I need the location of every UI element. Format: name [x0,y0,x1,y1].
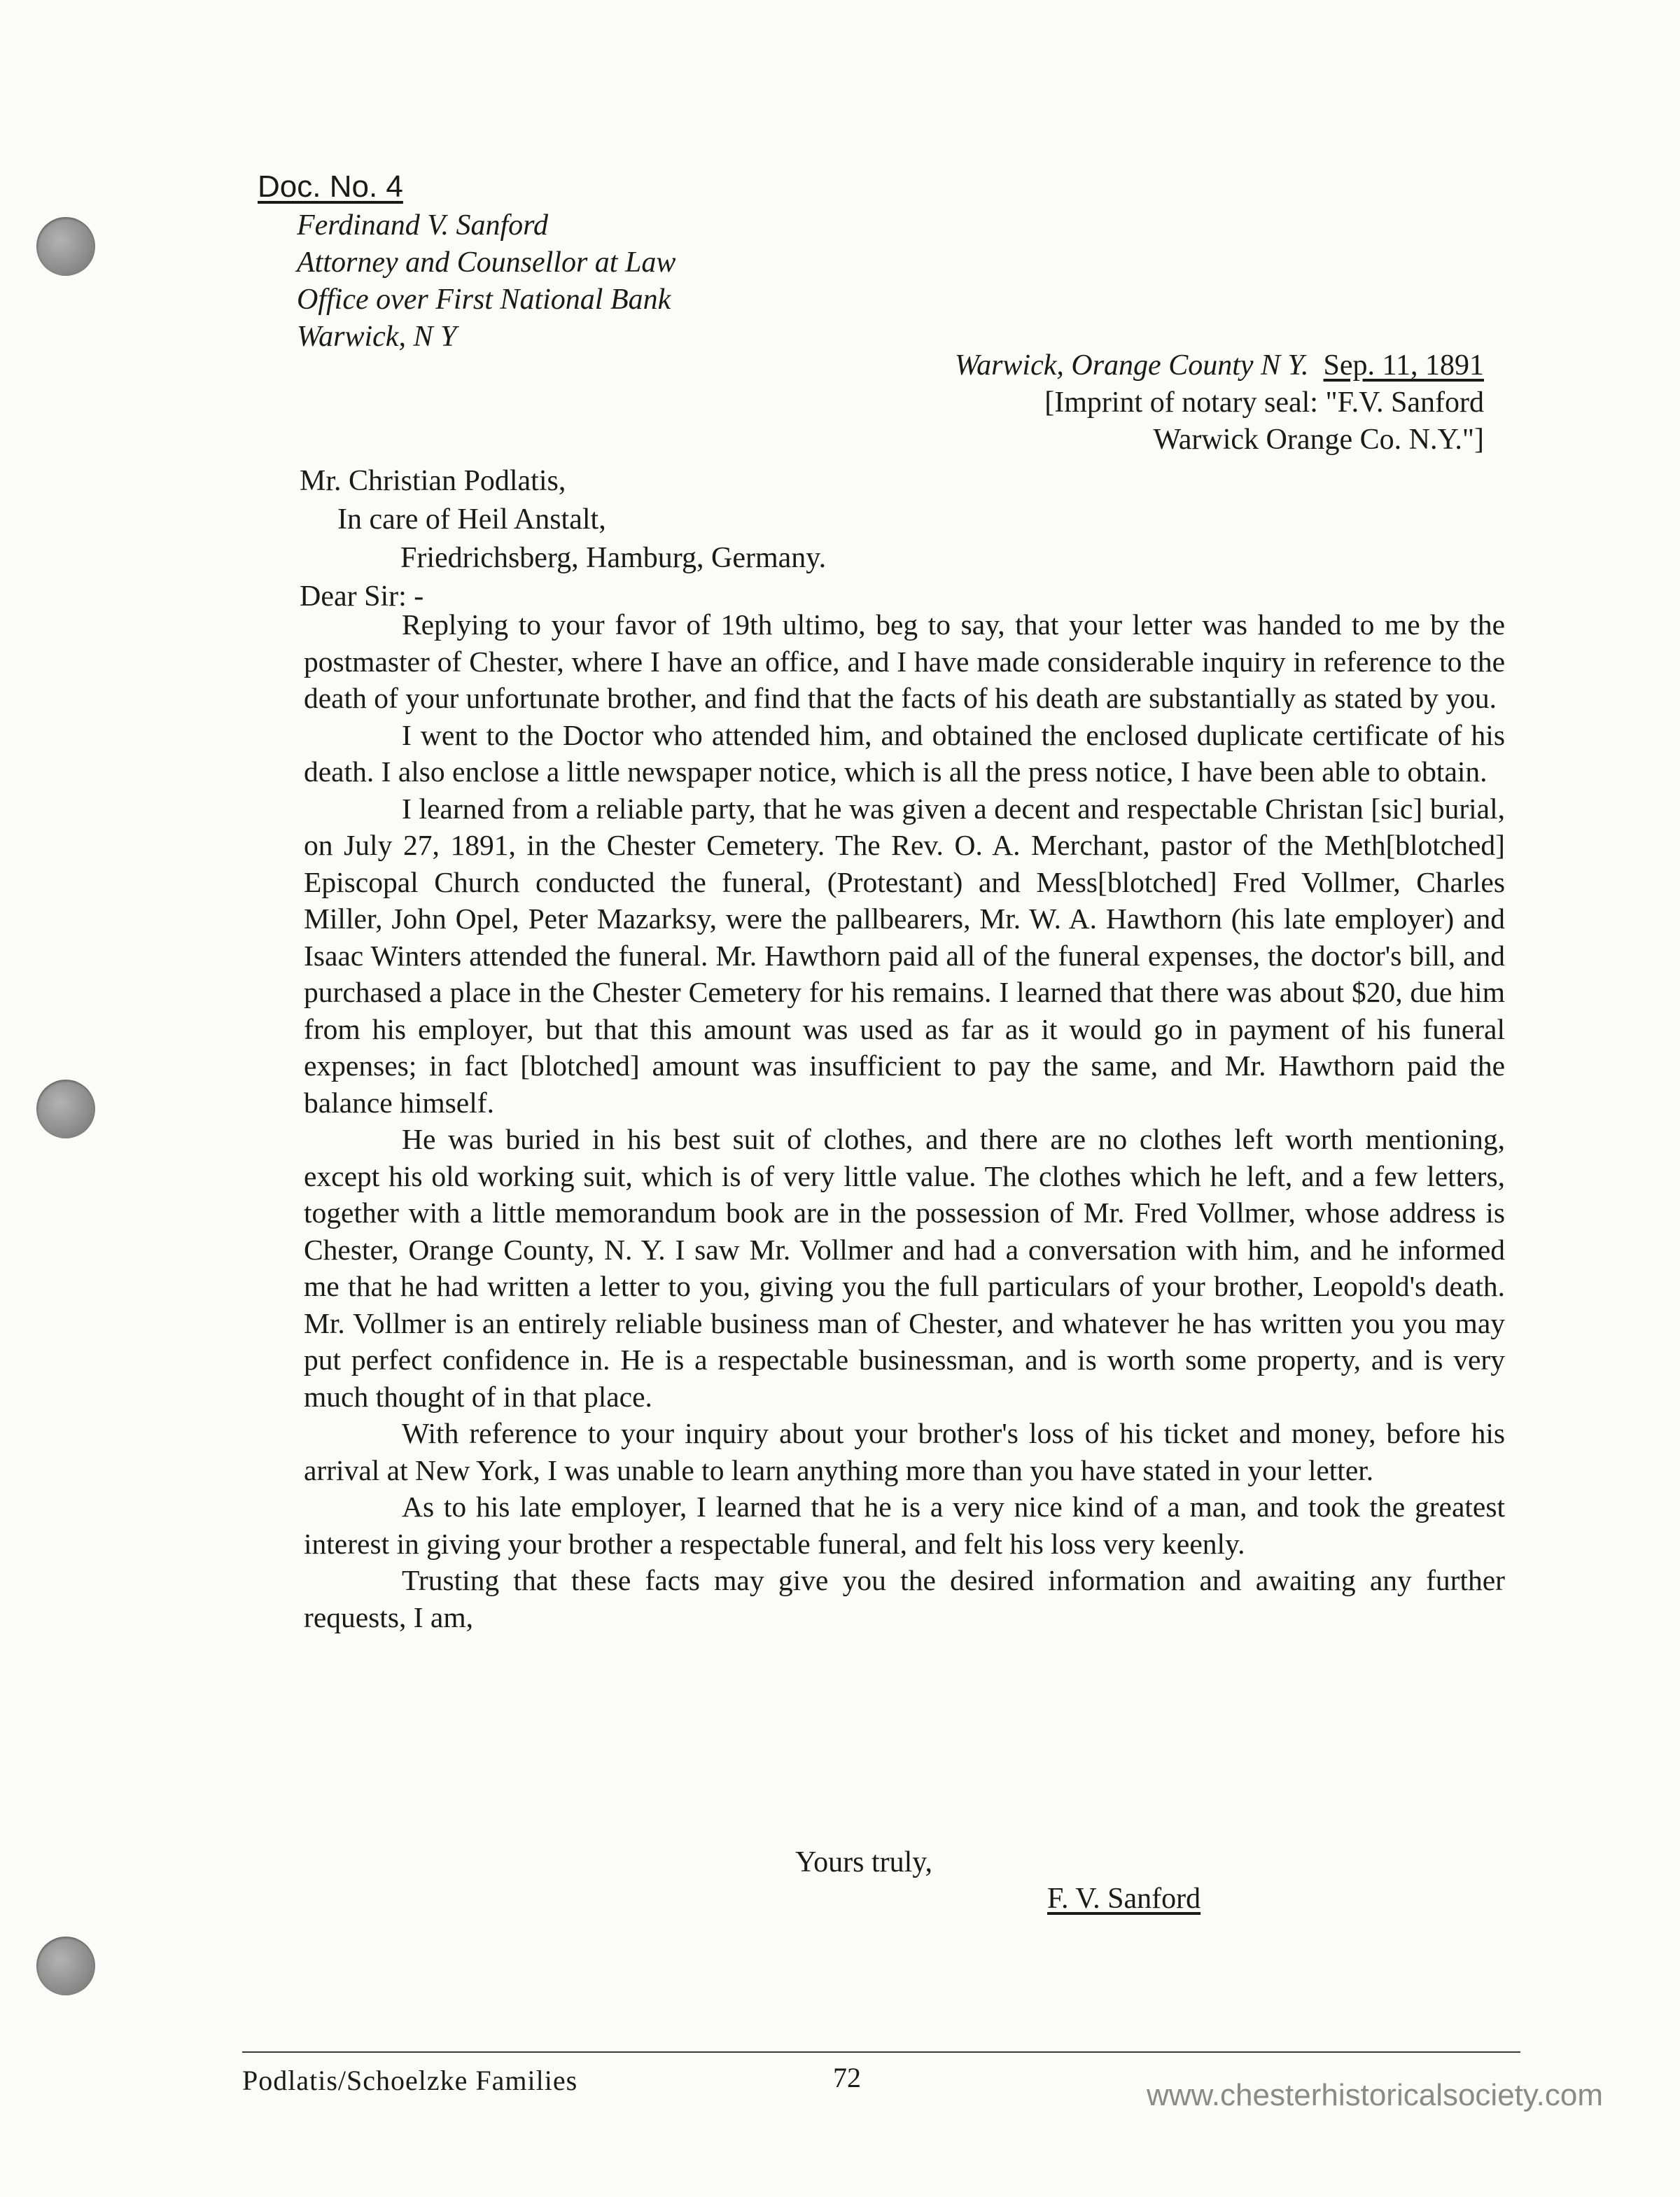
recipient-address [300,462,826,616]
paragraph: As to his late employer, I learned that he is a very nice kind of a man, and took the greatest interest in giving your brother a respectable funeral, and felt his loss very keenly. [304,1491,1505,1560]
closing: Yours truly, [795,1846,933,1878]
letterhead [297,207,676,356]
salutation: Dear Sir: - [300,580,424,613]
watermark-url: www.chesterhistoricalsociety.com [1146,2078,1603,2112]
notary-seal-note: [Imprint of notary seal: "F.V. Sanford [1044,386,1484,419]
signature: F. V. Sanford [1047,1883,1201,1915]
doc-number-label: Doc. No. 4 [258,169,403,204]
binder-hole-middle [36,1080,95,1138]
letterhead-line: Ferdinand V. Sanford [297,209,548,242]
letterhead-line: Office over First National Bank [297,284,671,316]
letterhead-line: Warwick, N Y [297,321,457,353]
footer-rule [242,2051,1520,2053]
address-line: In care of Heil Anstalt, [337,503,606,536]
page-number: 72 [833,2062,861,2093]
letterhead-line: Attorney and Counsellor at Law [297,246,676,279]
paragraph: I went to the Doctor who attended him, and obtained the enclosed duplicate certificate of his death. I also enclose a little newspaper notice, which is all the press notice, I have been able to obtain. [304,718,1505,788]
binder-hole-bottom [36,1937,95,1995]
address-line: Friedrichsberg, Hamburg, Germany. [400,542,827,574]
footer-title: Podlatis/Schoelzke Families [242,2065,578,2096]
paragraph: With reference to your inquiry about your brother's loss of his ticket and money, before his arrival at New York, I was unable to learn anything more than you have stated in your letter. [304,1417,1505,1486]
letter-body [304,606,1505,1635]
paragraph: Replying to your favor of 19th ultimo, beg to say, that your letter was handed to me by the postmaster of Chester, where I have an office, and I have made considerable inquiry in reference to the death of your unfortunate brother, and find that the facts of his death are substantially as stated by you. [304,608,1505,714]
dateline-date: Sep. 11, 1891 [1323,349,1484,382]
dateline-row [955,347,1484,384]
binder-hole-top [36,217,95,276]
paragraph: He was buried in his best suit of clothes, and there are no clothes left worth mentioning, except his old working suit, which is of very little value. The clothes which he left, and a few letters, together with a little memorandum book are in the possession of Mr. Fred Vollmer, whose address is Chester, Orange County, N. Y. I saw Mr. Vollmer and had a conversation with him, and he informed me that he had written a letter to you, giving you the full particulars of your brother, Leopold's death. Mr. Vollmer is an entirely reliable business man of Chester, and whatever he has written you you may put perfect confidence in. He is a respectable businessman, and is worth some property, and is very much thought of in that place. [304,1123,1505,1413]
address-line: Mr. Christian Podlatis, [300,465,566,497]
dateline-place: Warwick, Orange County N Y. [954,349,1309,382]
notary-seal-note: Warwick Orange Co. N.Y."] [1153,424,1484,456]
dateline [955,347,1484,459]
paragraph: Trusting that these facts may give you the desired information and awaiting any further requests, I am, [304,1564,1505,1633]
paragraph: I learned from a reliable party, that he was given a decent and respectable Christan [sic] burial, on July 27, 1891, in the Chester Cemetery. The Rev. O. A. Merchant, pastor of the Meth[blotched] Episcopal Church conducted the funeral, (Protestant) and Mess[blotched] Fred Vollmer, Charles Miller, John Opel, Peter Mazarksy, were the pallbearers, Mr. W. A. Hawthorn (his late employer) and Isaac Winters attended the funeral. Mr. Hawthorn paid all of the funeral expenses, the doctor's bill, and purchased a place in the Chester Cemetery for his remains. I learned that there was about $20, due him from his employer, but that this amount was used as far as it would go in payment of his funeral expenses; in fact [blotched] amount was insufficient to pay the same, and Mr. Hawthorn paid the balance himself. [304,792,1505,1119]
